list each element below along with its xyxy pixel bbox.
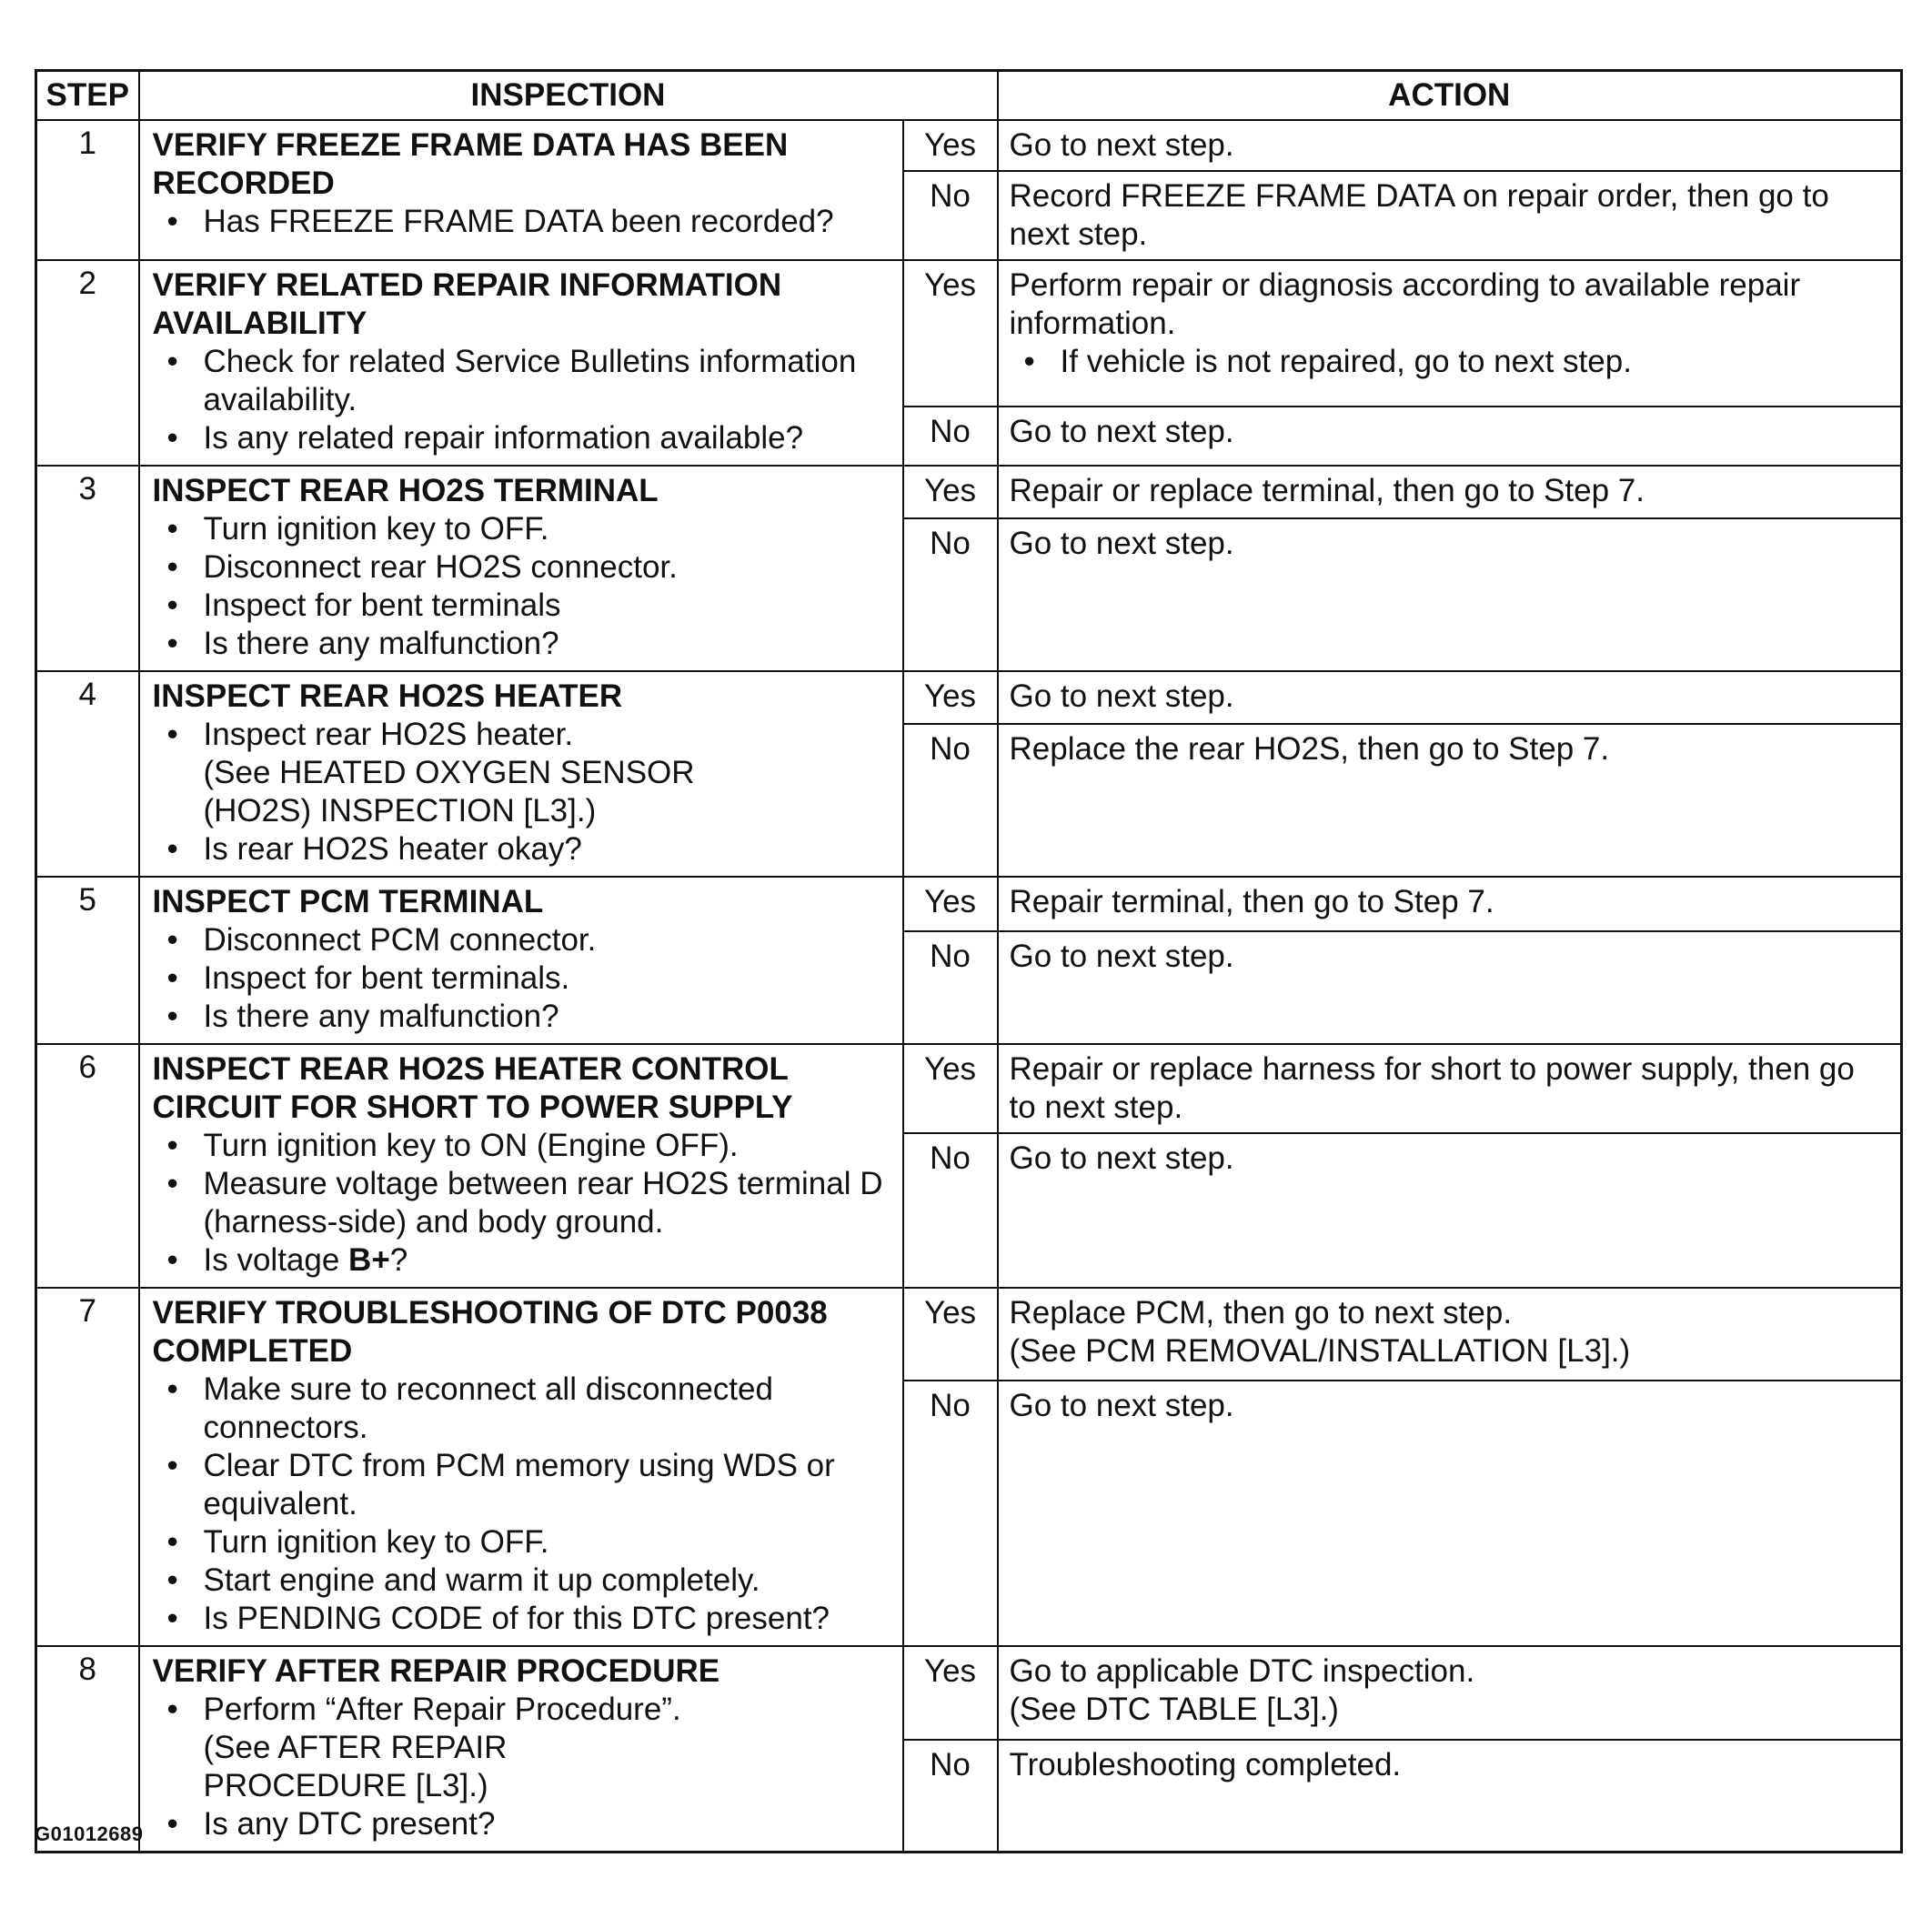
voltage-value: B+: [348, 1242, 390, 1278]
no-label: No: [903, 931, 998, 1044]
list-item: • Start engine and warm it up completely.: [153, 1562, 890, 1600]
inspection-bullets: [153, 1371, 890, 1638]
step-number: 3: [36, 466, 139, 671]
yes-action: Go to next step.: [998, 120, 1902, 171]
no-label: No: [903, 1133, 998, 1288]
inspection-title: VERIFY FREEZE FRAME DATA HAS BEEN RECORDED: [152, 127, 789, 201]
table-row: [36, 671, 1902, 724]
list-item: • Is any related repair information available?: [153, 419, 890, 457]
reference-link-text: (HO2S) INSPECTION [L3].): [203, 793, 597, 828]
step-number: 7: [36, 1288, 139, 1646]
list-item: • Clear DTC from PCM memory using WDS or equivalent.: [153, 1447, 890, 1523]
yes-label: Yes: [903, 1044, 998, 1133]
inspection-title: VERIFY TROUBLESHOOTING OF DTC P0038 COMPLETED: [152, 1295, 828, 1369]
inspection-bullets: [153, 203, 890, 241]
table-row: [36, 120, 1902, 171]
no-action: Go to next step.: [998, 1381, 1902, 1646]
action-bullets: [1010, 343, 1889, 381]
inspection-cell: [139, 1288, 903, 1646]
yes-label: Yes: [903, 260, 998, 407]
list-item: • Is PENDING CODE of for this DTC present?: [153, 1600, 890, 1638]
reference-link-text: (See DTC TABLE [L3].): [1009, 1692, 1339, 1727]
yes-label: Yes: [903, 120, 998, 171]
list-item: • Check for related Service Bulletins information availability.: [153, 343, 890, 419]
list-item: • Inspect for bent terminals: [153, 587, 890, 625]
reference-link-text: (See AFTER REPAIR: [203, 1730, 508, 1765]
table-row: [36, 466, 1902, 518]
inspection-bullets: [153, 716, 890, 869]
inspection-bullets: [153, 343, 890, 457]
no-label: No: [903, 407, 998, 466]
bullet-text: Perform “After Repair Procedure”.: [203, 1692, 681, 1727]
step-number: 6: [36, 1044, 139, 1288]
list-item: [153, 1241, 890, 1280]
yes-action: Repair or replace terminal, then go to Step 7.: [998, 466, 1902, 518]
inspection-cell: [139, 466, 903, 671]
inspection-title: INSPECT REAR HO2S TERMINAL: [152, 473, 659, 508]
inspection-title: VERIFY RELATED REPAIR INFORMATION AVAILABILITY: [152, 267, 782, 341]
list-item: • Turn ignition key to OFF.: [153, 1523, 890, 1562]
inspection-cell: [139, 1044, 903, 1288]
list-item: • Is there any malfunction?: [153, 998, 890, 1036]
inspection-title: INSPECT REAR HO2S HEATER CONTROL CIRCUIT FOR SHORT TO POWER SUPPLY: [152, 1051, 793, 1125]
list-item: • Is any DTC present?: [153, 1805, 890, 1843]
yes-label: Yes: [903, 1646, 998, 1740]
reference-link-text: (See HEATED OXYGEN SENSOR: [203, 755, 695, 790]
bullet-text: Is voltage: [203, 1242, 349, 1278]
list-item: [153, 716, 890, 830]
list-item: • Is there any malfunction?: [153, 625, 890, 663]
yes-action-cell: [998, 260, 1902, 407]
yes-label: Yes: [903, 877, 998, 931]
list-item: [153, 1691, 890, 1805]
no-label: No: [903, 724, 998, 877]
list-item: • Disconnect rear HO2S connector.: [153, 548, 890, 587]
step-number: 2: [36, 260, 139, 466]
list-item: • Turn ignition key to ON (Engine OFF).: [153, 1127, 890, 1165]
diagnostic-procedure-sheet: [35, 69, 1903, 1853]
no-label: No: [903, 518, 998, 671]
yes-action: Repair or replace harness for short to power supply, then go to next step.: [998, 1044, 1902, 1133]
yes-action: Go to next step.: [998, 671, 1902, 724]
no-action: Record FREEZE FRAME DATA on repair order, then go to next step.: [998, 171, 1902, 260]
reference-link-text: PROCEDURE [L3].): [203, 1768, 488, 1803]
figure-id-label: G01012689: [35, 1823, 144, 1845]
bullet-text: Inspect rear HO2S heater.: [203, 717, 574, 752]
yes-action: Perform repair or diagnosis according to available repair information.: [1009, 267, 1801, 341]
inspection-title: INSPECT REAR HO2S HEATER: [152, 678, 623, 714]
inspection-cell: [139, 1646, 903, 1853]
inspection-cell: [139, 120, 903, 260]
inspection-bullets: [153, 921, 890, 1036]
yes-action: Go to applicable DTC inspection.: [1009, 1653, 1475, 1689]
diagnostic-table: [35, 69, 1903, 1853]
no-label: No: [903, 1740, 998, 1853]
yes-label: Yes: [903, 1288, 998, 1381]
step-number: 4: [36, 671, 139, 877]
list-item: • Turn ignition key to OFF.: [153, 510, 890, 548]
header-step: STEP: [36, 71, 139, 121]
table-row: [36, 1044, 1902, 1133]
list-item: • Disconnect PCM connector.: [153, 921, 890, 959]
no-label: No: [903, 171, 998, 260]
header-action: ACTION: [998, 71, 1902, 121]
yes-action: Replace PCM, then go to next step.: [1009, 1295, 1513, 1331]
inspection-title: INSPECT PCM TERMINAL: [152, 884, 544, 919]
no-action: Go to next step.: [998, 518, 1902, 671]
no-action: Go to next step.: [998, 407, 1902, 466]
yes-action-cell: [998, 1288, 1902, 1381]
table-row: [36, 877, 1902, 931]
reference-link-text: (See PCM REMOVAL/INSTALLATION [L3].): [1009, 1333, 1631, 1369]
list-item: • Is rear HO2S heater okay?: [153, 830, 890, 869]
yes-label: Yes: [903, 671, 998, 724]
yes-label: Yes: [903, 466, 998, 518]
inspection-bullets: [153, 510, 890, 663]
inspection-bullets: [153, 1691, 890, 1843]
no-action: Go to next step.: [998, 1133, 1902, 1288]
bullet-text: ?: [389, 1242, 408, 1278]
table-row: [36, 260, 1902, 407]
table-row: [36, 1288, 1902, 1381]
step-number: 1: [36, 120, 139, 260]
step-number: 5: [36, 877, 139, 1044]
step-number: 8: [36, 1646, 139, 1853]
list-item: • If vehicle is not repaired, go to next step.: [1010, 343, 1889, 381]
no-action: Replace the rear HO2S, then go to Step 7.: [998, 724, 1902, 877]
list-item: • Has FREEZE FRAME DATA been recorded?: [153, 203, 890, 241]
inspection-cell: [139, 260, 903, 466]
no-action: Go to next step.: [998, 931, 1902, 1044]
list-item: • Make sure to reconnect all disconnected connectors.: [153, 1371, 890, 1447]
inspection-bullets: [153, 1127, 890, 1280]
inspection-title: VERIFY AFTER REPAIR PROCEDURE: [152, 1653, 720, 1689]
no-action: Troubleshooting completed.: [998, 1740, 1902, 1853]
no-label: No: [903, 1381, 998, 1646]
header-inspection: INSPECTION: [139, 71, 998, 121]
table-row: [36, 1646, 1902, 1740]
table-header-row: [36, 71, 1902, 121]
list-item: • Measure voltage between rear HO2S terminal D (harness-side) and body ground.: [153, 1165, 890, 1241]
yes-action-cell: [998, 1646, 1902, 1740]
list-item: • Inspect for bent terminals.: [153, 959, 890, 998]
yes-action: Repair terminal, then go to Step 7.: [998, 877, 1902, 931]
inspection-cell: [139, 877, 903, 1044]
inspection-cell: [139, 671, 903, 877]
